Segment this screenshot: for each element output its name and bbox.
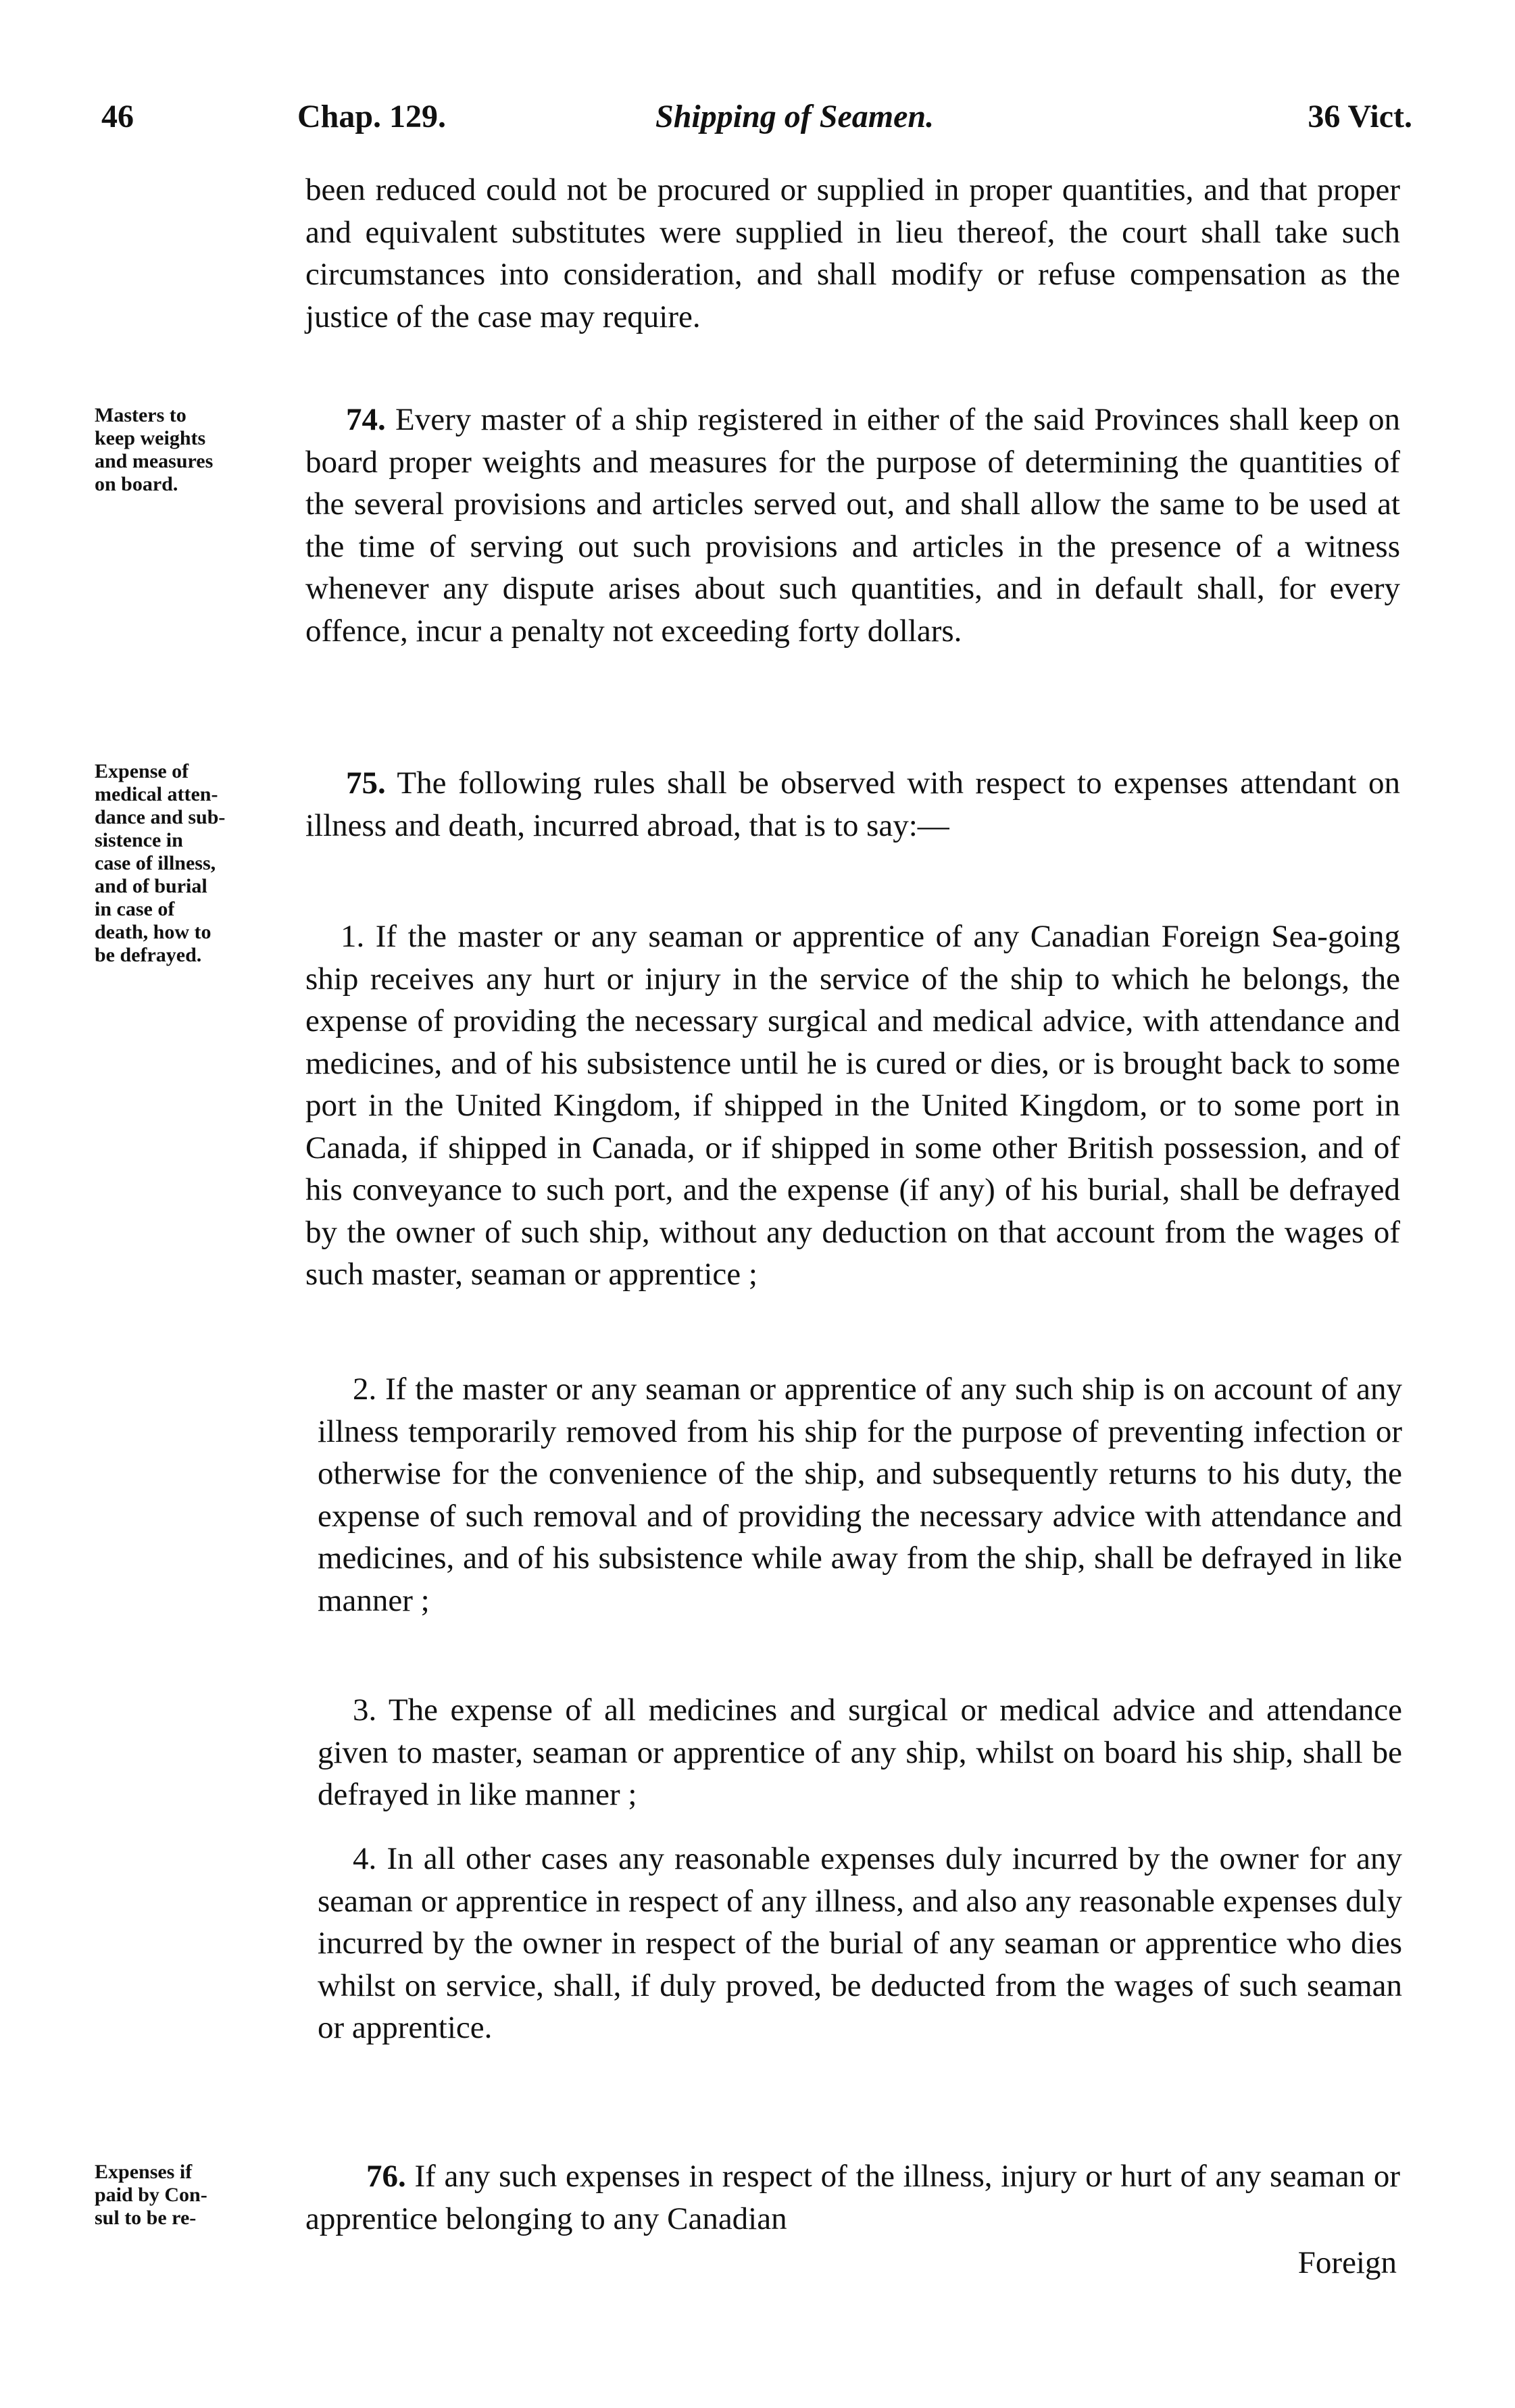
running-head xyxy=(101,93,1412,141)
rule-item-4: 4. In all other cases any reasonable expenses duly incurred by the owner for any seaman or apprentice in respect of any illness, and also any reasonable expenses duly incurred by the owner in respect of the burial of any seaman or apprentice who dies whilst on service, shall, if duly proved, be deducted from the wages of such seaman or apprentice. xyxy=(318,1841,1402,2045)
continuation-text: been reduced could not be procured or supplied in proper quantities, and that proper and equivalent substitutes were supplied in lieu thereof, the court shall take such circumstances into consideration, and shall modify or refuse compensation as the justice of the case may require. xyxy=(305,172,1400,334)
continuation-paragraph xyxy=(305,169,1400,338)
rule-item-3: 3. The expense of all medicines and surgical or medical advice and attendance given to master, seaman or apprentice of any ship, whilst on board his ship, shall be defrayed in like manner ; xyxy=(318,1692,1402,1812)
margin-note-section-76: Expenses if paid by Con- sul to be re- xyxy=(95,2161,207,2229)
section-75 xyxy=(305,762,1400,847)
rule-item-1: 1. If the master or any seaman or apprentice of any Canadian Foreign Sea-going ship receives any hurt or injury in the service of the ship to which he belongs, the expense of providing the necessary surgical and medical advice, with attendance and medicines, and of his subsistence until he is cured or dies, or is brought back to some port in the United Kingdom, if shipped in the United Kingdom, or to some port in Canada, if shipped in Canada, or if shipped in some other British possession, and of his conveyance to such port, and the expense (if any) of his burial, shall be defrayed by the owner of such ship, without any deduction on that account from the wages of such master, seaman or apprentice ; xyxy=(305,919,1400,1292)
catchword: Foreign xyxy=(1297,2245,1397,2280)
section-76 xyxy=(305,2155,1400,2240)
section-text: If any such expenses in respect of the illness, injury or hurt of any seaman or apprentice belonging to any Canadian xyxy=(305,2159,1400,2236)
rule-item-2: 2. If the master or any seaman or apprentice of any such ship is on account of any illness temporarily removed from his ship for the purpose of preventing infection or otherwise for the convenience of the ship, and subsequently returns to his duty, the expense of such removal and of providing the necessary advice with attendance and medicines, and of his subsistence while away from the ship, shall be defrayed in like manner ; xyxy=(318,1372,1402,1618)
margin-note-section-74: Masters to keep weights and measures on board. xyxy=(95,404,214,495)
page-number: 46 xyxy=(101,99,134,134)
margin-note-section-75: Expense of medical atten- dance and sub- sistence in case of illness, and of burial in case of death, how to be defrayed. xyxy=(95,760,226,966)
section-text: The following rules shall be observed with respect to expenses attendant on illness and death, incurred abroad, that is to say:— xyxy=(305,766,1400,843)
section-number: 76. xyxy=(366,2159,406,2194)
regnal-year: 36 Vict. xyxy=(1308,99,1412,134)
section-number: 75. xyxy=(346,766,386,801)
chapter-label: Chap. 129. xyxy=(297,99,447,134)
section-text: Every master of a ship registered in either of the said Provinces shall keep on board proper weights and measures for the purpose of determining the quantities of the several provisions and articles served out, and shall allow the same to be used at the time of serving out such provisions and articles in the presence of a witness whenever any dispute arises about such quantities, and in default shall, for every offence, incur a penalty not exceeding forty dollars. xyxy=(305,402,1400,649)
section-74 xyxy=(305,399,1400,652)
section-number: 74. xyxy=(346,402,386,437)
page-title: Shipping of Seamen. xyxy=(655,99,935,134)
